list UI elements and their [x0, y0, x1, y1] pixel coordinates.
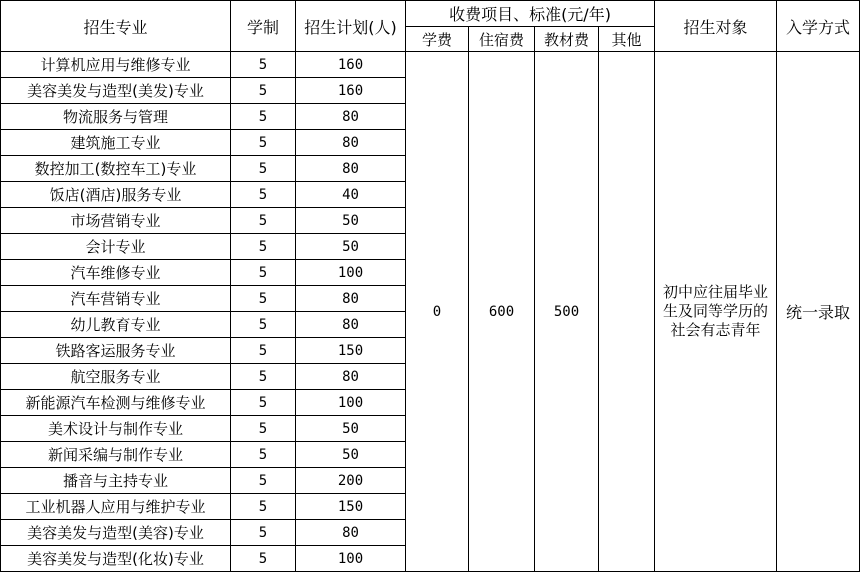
textbook-cell: 500	[535, 52, 599, 572]
admission-cell: 统一录取	[777, 52, 860, 572]
major-cell: 幼儿教育专业	[1, 312, 231, 338]
duration-cell: 5	[231, 546, 296, 572]
duration-cell: 5	[231, 208, 296, 234]
major-cell: 美容美发与造型(美容)专业	[1, 520, 231, 546]
plan-cell: 160	[296, 52, 406, 78]
major-cell: 市场营销专业	[1, 208, 231, 234]
plan-cell: 100	[296, 546, 406, 572]
plan-cell: 150	[296, 338, 406, 364]
plan-cell: 50	[296, 442, 406, 468]
major-cell: 物流服务与管理	[1, 104, 231, 130]
plan-cell: 80	[296, 520, 406, 546]
duration-cell: 5	[231, 52, 296, 78]
major-cell: 美容美发与造型(化妆)专业	[1, 546, 231, 572]
major-cell: 饭店(酒店)服务专业	[1, 182, 231, 208]
duration-cell: 5	[231, 312, 296, 338]
duration-cell: 5	[231, 130, 296, 156]
header-major: 招生专业	[1, 1, 231, 52]
header-lodging: 住宿费	[469, 27, 535, 52]
major-cell: 计算机应用与维修专业	[1, 52, 231, 78]
duration-cell: 5	[231, 416, 296, 442]
plan-cell: 80	[296, 156, 406, 182]
plan-cell: 80	[296, 104, 406, 130]
major-cell: 汽车营销专业	[1, 286, 231, 312]
plan-cell: 80	[296, 312, 406, 338]
plan-cell: 150	[296, 494, 406, 520]
header-textbook: 教材费	[535, 27, 599, 52]
header-other: 其他	[599, 27, 655, 52]
plan-cell: 100	[296, 390, 406, 416]
duration-cell: 5	[231, 390, 296, 416]
duration-cell: 5	[231, 286, 296, 312]
duration-cell: 5	[231, 78, 296, 104]
major-cell: 航空服务专业	[1, 364, 231, 390]
header-tuition: 学费	[406, 27, 469, 52]
lodging-cell: 600	[469, 52, 535, 572]
major-cell: 数控加工(数控车工)专业	[1, 156, 231, 182]
header-duration: 学制	[231, 1, 296, 52]
major-cell: 新闻采编与制作专业	[1, 442, 231, 468]
table-body	[1, 52, 860, 572]
duration-cell: 5	[231, 494, 296, 520]
duration-cell: 5	[231, 260, 296, 286]
major-cell: 会计专业	[1, 234, 231, 260]
target-cell: 初中应往届毕业生及同等学历的社会有志青年	[655, 52, 777, 572]
major-cell: 工业机器人应用与维护专业	[1, 494, 231, 520]
duration-cell: 5	[231, 338, 296, 364]
duration-cell: 5	[231, 442, 296, 468]
major-cell: 铁路客运服务专业	[1, 338, 231, 364]
duration-cell: 5	[231, 468, 296, 494]
plan-cell: 80	[296, 130, 406, 156]
duration-cell: 5	[231, 104, 296, 130]
duration-cell: 5	[231, 182, 296, 208]
header-target: 招生对象	[655, 1, 777, 52]
major-cell: 建筑施工专业	[1, 130, 231, 156]
major-cell: 汽车维修专业	[1, 260, 231, 286]
duration-cell: 5	[231, 234, 296, 260]
plan-cell: 80	[296, 364, 406, 390]
duration-cell: 5	[231, 364, 296, 390]
major-cell: 美容美发与造型(美发)专业	[1, 78, 231, 104]
major-cell: 美术设计与制作专业	[1, 416, 231, 442]
duration-cell: 5	[231, 520, 296, 546]
major-cell: 播音与主持专业	[1, 468, 231, 494]
tuition-cell: 0	[406, 52, 469, 572]
plan-cell: 50	[296, 234, 406, 260]
other-cell	[599, 52, 655, 572]
plan-cell: 80	[296, 286, 406, 312]
duration-cell: 5	[231, 156, 296, 182]
plan-cell: 50	[296, 416, 406, 442]
major-cell: 新能源汽车检测与维修专业	[1, 390, 231, 416]
header-admission: 入学方式	[777, 1, 860, 52]
plan-cell: 100	[296, 260, 406, 286]
plan-cell: 40	[296, 182, 406, 208]
table-row	[1, 52, 860, 78]
header-fees: 收费项目、标准(元/年)	[406, 1, 655, 27]
plan-cell: 50	[296, 208, 406, 234]
plan-cell: 160	[296, 78, 406, 104]
plan-cell: 200	[296, 468, 406, 494]
header-plan: 招生计划(人)	[296, 1, 406, 52]
